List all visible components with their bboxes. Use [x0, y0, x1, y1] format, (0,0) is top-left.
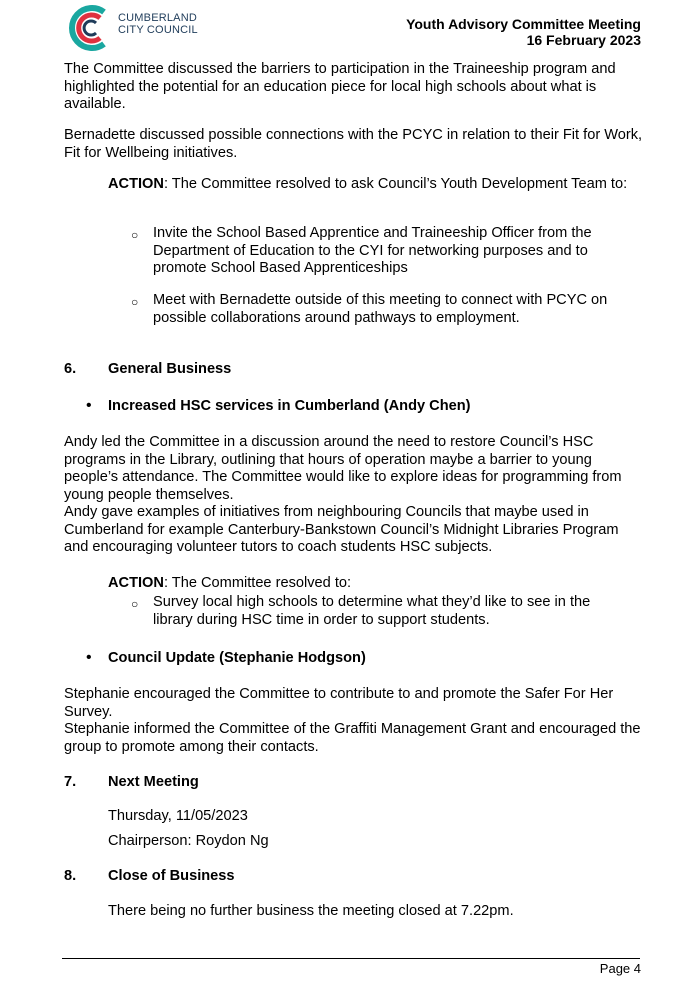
paragraph-pcyc: Bernadette discussed possible connections with the PCYC in relation to their Fit for Work, Fit for Wellbeing initiatives.: [64, 127, 643, 161]
section-number: 7.: [64, 774, 77, 790]
section-title: Next Meeting: [108, 774, 199, 790]
agenda-item-title: Council Update (Stephanie Hodgson): [108, 650, 366, 666]
action-label: ACTION: [108, 575, 164, 591]
action-resolved: [108, 575, 638, 593]
circle-bullet-icon: ○: [131, 228, 139, 242]
bullet-icon: •: [86, 397, 92, 414]
action-text: : The Committee resolved to:: [163, 575, 352, 591]
meeting-title: Youth Advisory Committee Meeting: [406, 16, 641, 32]
paragraph-safer-for-her: Stephanie encouraged the Committee to contribute to and promote the Safer For Her Survey.: [64, 686, 614, 720]
action-label: ACTION: [108, 176, 164, 192]
section-title: Close of Business: [108, 868, 235, 884]
agenda-item-title: Increased HSC services in Cumberland (Andy Chen): [108, 398, 471, 414]
close-of-business-text: There being no further business the meeting closed at 7.22pm.: [108, 903, 514, 919]
next-meeting-chair: Chairperson: Roydon Ng: [108, 833, 269, 849]
section-title: General Business: [108, 361, 232, 377]
paragraph-graffiti: Stephanie informed the Committee of the Graffiti Management Grant and encouraged the group to promote among their contacts.: [64, 721, 641, 755]
action-item: Survey local high schools to determine what they’d like to see in the library during HSC time in order to support students.: [153, 594, 591, 628]
council-logo-icon: [64, 2, 116, 54]
action-text: : The Committee resolved to ask Council’s Youth Development Team to:: [163, 176, 628, 192]
action-youth-team: [108, 176, 638, 194]
circle-bullet-icon: ○: [131, 597, 139, 611]
logo-line-1: CUMBERLAND: [118, 12, 198, 24]
document-header: [406, 16, 641, 48]
logo-line-2: CITY COUNCIL: [118, 24, 198, 36]
footer-divider: [62, 958, 640, 959]
paragraph-hsc: Andy led the Committee in a discussion around the need to restore Council’s HSC programs in the Library, outlining that hours of operation maybe a barrier to young people’s attendance. The Committee would like to explore ideas for programming from young people themselves.: [64, 434, 622, 503]
paragraph-initiatives: Andy gave examples of initiatives from neighbouring Councils that maybe used in Cumberland for example Canterbury-Bankstown Council’s Midnight Libraries Program and encouraging volunteer tutors to coach students HSC subjects.: [64, 504, 619, 555]
section-number: 6.: [64, 361, 77, 377]
meeting-date: 16 February 2023: [526, 32, 641, 48]
action-item: Invite the School Based Apprentice and Traineeship Officer from the Department of Education to the CYI for networking purposes and to promote School Based Apprenticeships: [153, 225, 592, 276]
council-logo-text: [118, 12, 198, 36]
action-item: Meet with Bernadette outside of this meeting to connect with PCYC on possible collaborations around pathways to employment.: [153, 292, 608, 326]
page-number: Page 4: [599, 961, 641, 976]
next-meeting-date: Thursday, 11/05/2023: [108, 808, 248, 824]
paragraph-traineeship: The Committee discussed the barriers to participation in the Traineeship program and highlighted the potential for an education piece for local high schools about what is available.: [64, 61, 616, 112]
circle-bullet-icon: ○: [131, 295, 139, 309]
bullet-icon: •: [86, 649, 92, 666]
section-number: 8.: [64, 868, 77, 884]
